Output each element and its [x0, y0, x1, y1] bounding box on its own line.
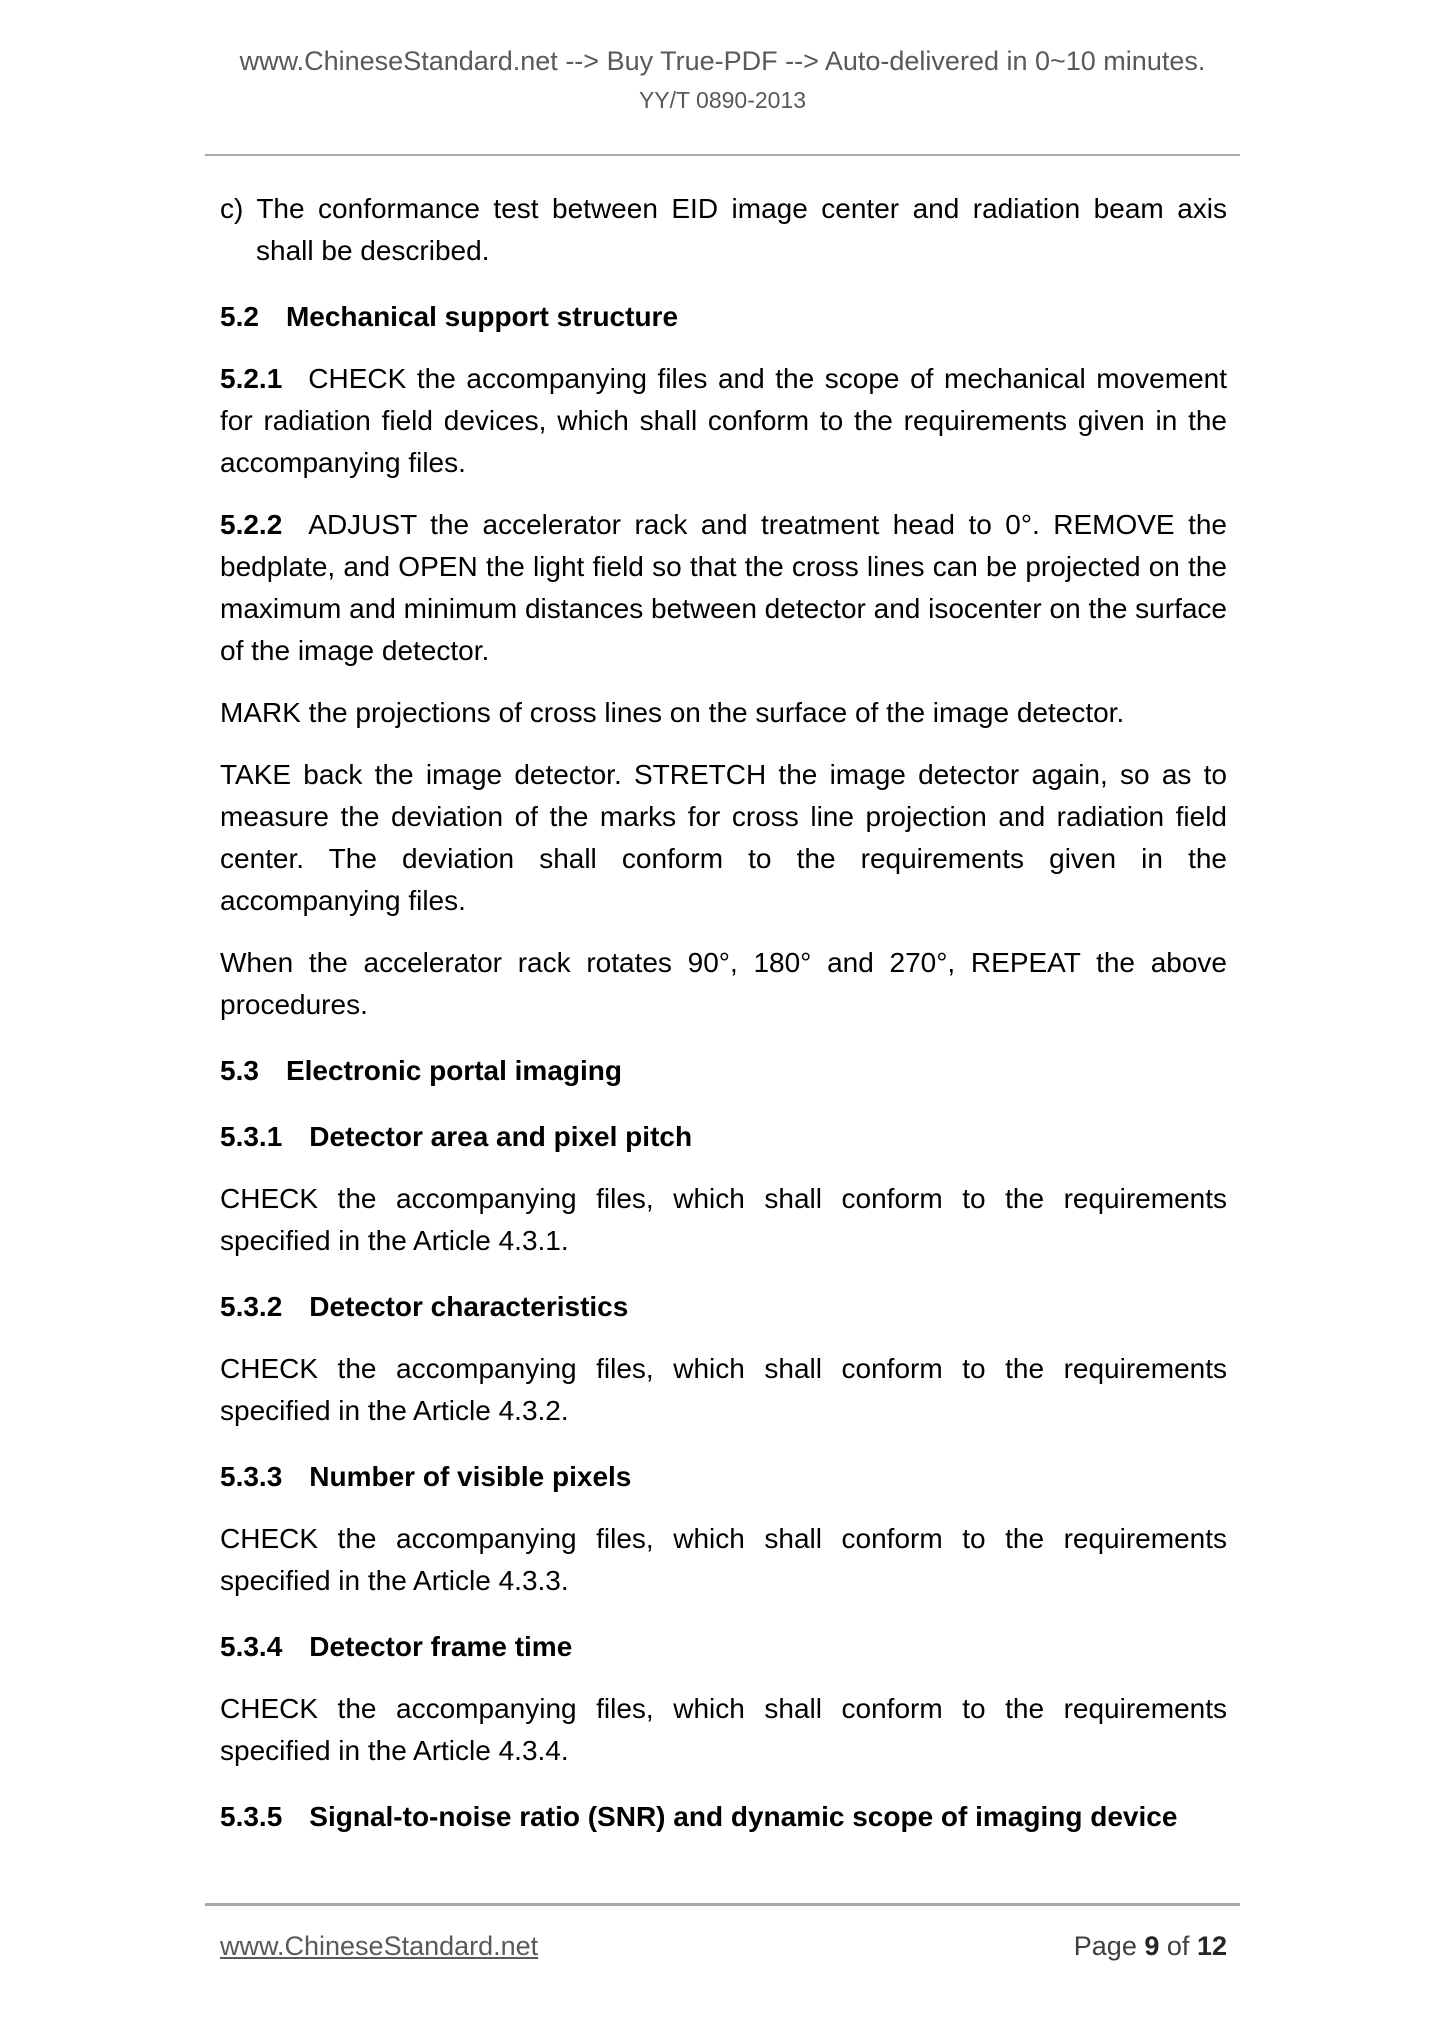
paragraph-5-2-1: [220, 358, 1227, 484]
section-heading-5-3: [220, 1050, 1227, 1092]
heading-number: 5.2: [220, 301, 259, 332]
paragraph-5-2-2: [220, 504, 1227, 672]
document-body: [220, 188, 1227, 1838]
list-item-c: [220, 188, 1227, 272]
heading-title: Electronic portal imaging: [285, 1055, 622, 1086]
doc-code: YY/T 0890-2013: [638, 87, 807, 113]
paragraph-text: CHECK the accompanying files, which shall conform to the requirements specified in the Article 4.3.3.: [220, 1523, 1227, 1596]
section-heading-5-3-5: [220, 1796, 1227, 1838]
paragraph-text: MARK the projections of cross lines on the surface of the image detector.: [220, 697, 1125, 728]
section-heading-5-2: [220, 296, 1227, 338]
heading-number: 5.3.1: [220, 1121, 283, 1152]
heading-title: Detector area and pixel pitch: [309, 1121, 693, 1152]
page-prefix: Page: [1073, 1931, 1137, 1961]
paragraph-number: 5.2.2: [220, 509, 283, 540]
heading-title: Detector characteristics: [309, 1291, 629, 1322]
paragraph-text: ADJUST the accelerator rack and treatment head to 0°. REMOVE the bedplate, and OPEN the light field so that the cross lines can be projected on the maximum and minimum distances between detector and isocenter on the surface of the image detector.: [220, 509, 1227, 666]
paragraph-text: CHECK the accompanying files and the scope of mechanical movement for radiation field devices, which shall conform to the requirements given in the accompanying files.: [220, 363, 1227, 478]
section-heading-5-3-3: [220, 1456, 1227, 1498]
paragraph-number: 5.2.1: [220, 363, 283, 394]
paragraph-text: CHECK the accompanying files, which shall conform to the requirements specified in the Article 4.3.4.: [220, 1693, 1227, 1766]
header-banner: www.ChineseStandard.net --> Buy True-PDF --> Auto-delivered in 0~10 minutes.: [239, 46, 1206, 76]
paragraph-text: CHECK the accompanying files, which shall conform to the requirements specified in the Article 4.3.1.: [220, 1183, 1227, 1256]
heading-title: Mechanical support structure: [285, 301, 679, 332]
footer-site-link[interactable]: www.ChineseStandard.net: [220, 1931, 539, 1961]
page-number: 9: [1144, 1931, 1160, 1961]
heading-number: 5.3.5: [220, 1801, 283, 1832]
paragraph-text: CHECK the accompanying files, which shall conform to the requirements specified in the Article 4.3.2.: [220, 1353, 1227, 1426]
heading-title: Number of visible pixels: [309, 1461, 632, 1492]
of-label: of: [1166, 1931, 1190, 1961]
section-heading-5-3-1: [220, 1116, 1227, 1158]
paragraph-check-434: [220, 1688, 1227, 1772]
heading-number: 5.3.2: [220, 1291, 283, 1322]
paragraph-text: When the accelerator rack rotates 90°, 180° and 270°, REPEAT the above procedures.: [220, 947, 1227, 1020]
list-item-text: The conformance test between EID image center and radiation beam axis shall be described.: [256, 193, 1227, 266]
paragraph-check-432: [220, 1348, 1227, 1432]
page-footer: [220, 1930, 1227, 1962]
heading-title: Detector frame time: [309, 1631, 573, 1662]
paragraph-check-431: [220, 1178, 1227, 1262]
header-divider: [205, 154, 1240, 156]
page-total: 12: [1196, 1931, 1227, 1961]
paragraph-when: [220, 942, 1227, 1026]
footer-divider: [205, 1903, 1240, 1906]
section-heading-5-3-4: [220, 1626, 1227, 1668]
paragraph-text: TAKE back the image detector. STRETCH the image detector again, so as to measure the deviation of the marks for cross line projection and radiation field center. The deviation shall conform to the requirements given in the accompanying files.: [220, 759, 1227, 916]
page-indicator: [1074, 1930, 1227, 1962]
heading-number: 5.3.3: [220, 1461, 283, 1492]
section-heading-5-3-2: [220, 1286, 1227, 1328]
heading-number: 5.3: [220, 1055, 259, 1086]
paragraph-mark: [220, 692, 1227, 734]
list-item-marker: c): [220, 193, 244, 224]
heading-number: 5.3.4: [220, 1631, 283, 1662]
paragraph-take: [220, 754, 1227, 922]
paragraph-check-433: [220, 1518, 1227, 1602]
heading-title: Signal-to-noise ratio (SNR) and dynamic scope of imaging device: [309, 1801, 1178, 1832]
